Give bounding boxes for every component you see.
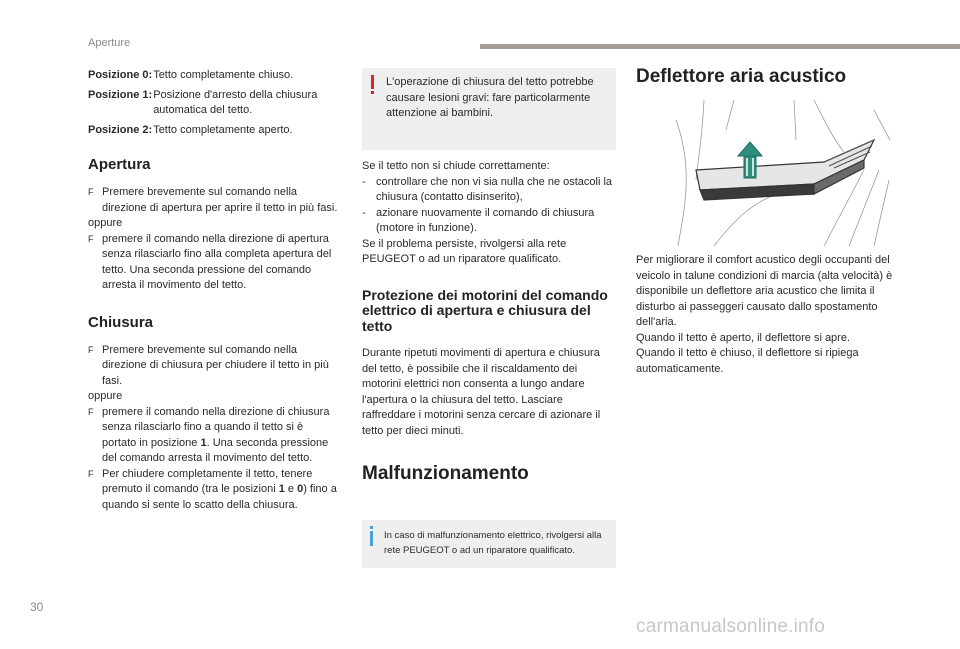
position-item — [88, 123, 340, 139]
list-item — [88, 185, 340, 216]
list-item — [88, 405, 340, 467]
bullet-icon: F — [88, 468, 94, 479]
bullet-icon: F — [88, 344, 94, 355]
apertura-heading: Apertura — [88, 156, 151, 173]
position-number: 1 — [200, 436, 207, 449]
deflettore-paragraph: Per migliorare il comfort acustico degli occupanti del veicolo in talune condizioni di marcia (alta velocità) è disponibile un deflettore aria acustico che limita il disturbo ai passeggeri causato dallo spostamento dell'aria. — [636, 254, 893, 328]
position-value: Tetto completamente chiuso. — [153, 69, 294, 81]
malfunzionamento-heading: Malfunzionamento — [362, 463, 529, 484]
list-item — [88, 467, 340, 514]
warning-icon-dot — [371, 91, 374, 94]
deflector-illustration — [674, 100, 892, 248]
bullet-icon: F — [88, 233, 94, 244]
text-run: Per chiudere completamente il tetto, tenere premuto il comando (tra le posizioni — [102, 467, 313, 495]
dash-marker: - — [362, 175, 366, 188]
column-middle — [362, 159, 614, 485]
position-item — [88, 88, 340, 119]
chiusura-heading: Chiusura — [88, 313, 154, 331]
list-item — [88, 343, 340, 390]
list-item — [362, 206, 614, 237]
list-item — [362, 175, 614, 206]
bullet-icon: F — [88, 406, 94, 417]
deflettore-closed-text: Quando il tetto è chiuso, il deflettore si ripiega automaticamente. — [636, 347, 859, 375]
info-icon — [370, 531, 373, 546]
deflettore-open-text: Quando il tetto è aperto, il deflettore si apre. — [636, 331, 851, 344]
list-item-text: Premere brevemente sul comando nella direzione di chiusura per chiudere il tetto in più fasi. — [102, 343, 329, 387]
section-label: Aperture — [88, 37, 131, 49]
column-left — [88, 68, 340, 513]
position-list — [88, 68, 340, 138]
list-item-text: premere il comando nella direzione di apertura senza rilasciarlo fino alla completa apertura del tetto. Una seconda pressione del comando arresta il movimento del tetto. — [102, 232, 332, 291]
not-close-intro: Se il tetto non si chiude correttamente: — [362, 160, 550, 172]
position-key: Posizione 1: — [88, 88, 153, 101]
deflettore-text — [636, 253, 898, 377]
warning-box — [362, 68, 616, 150]
text-run: e — [284, 483, 298, 495]
protezione-heading: Protezione dei motorini del comando elettrico di apertura e chiusura del tetto — [362, 286, 608, 334]
info-box — [362, 520, 616, 568]
header-bar — [480, 44, 960, 49]
list-item-text — [102, 405, 340, 467]
position-item — [88, 68, 340, 84]
list-item-text — [102, 467, 340, 514]
deflettore-heading: Deflettore aria acustico — [636, 66, 847, 87]
persist-text: Se il problema persiste, rivolgersi alla rete PEUGEOT o ad un riparatore qualificato. — [362, 237, 567, 265]
warning-icon — [370, 75, 376, 94]
warning-icon-bar — [371, 75, 374, 89]
info-icon-dot — [370, 526, 373, 529]
list-item-text: controllare che non vi sia nulla che ne ostacoli la chiusura (contatto disinserito), — [376, 175, 613, 203]
list-item — [88, 232, 340, 294]
text-run: ) fino a quando si sente lo scatto della chiusura. — [102, 483, 337, 511]
oppure-label: oppure — [88, 217, 123, 229]
position-key: Posizione 2: — [88, 123, 153, 136]
page-number: 30 — [30, 600, 44, 614]
watermark: carmanualsonline.info — [636, 616, 826, 637]
dash-marker: - — [362, 206, 366, 219]
text-run: . Una seconda pressione del comando arresta il movimento del tetto. — [102, 436, 329, 464]
bullet-icon: F — [88, 187, 94, 197]
position-number: 0 — [297, 483, 304, 495]
list-item-text: azionare nuovamente il comando di chiusura (motore in funzione). — [376, 206, 595, 234]
info-text: In caso di malfunzionamento elettrico, rivolgersi alla rete PEUGEOT o ad un riparatore qualificato. — [384, 530, 602, 556]
text-run: premere il comando nella direzione di chiusura senza rilasciarlo fino a quando il tetto si è portato in posizione — [102, 405, 330, 449]
position-value: Tetto completamente aperto. — [153, 123, 293, 136]
oppure-label: oppure — [88, 390, 123, 402]
position-number: 1 — [278, 483, 285, 495]
list-item-text: Premere brevemente sul comando nella direzione di apertura per aprire il tetto in più fasi. — [102, 186, 338, 214]
protezione-text: Durante ripetuti movimenti di apertura e chiusura del tetto, è possibile che il riscaldamento dei motorini elettrici non consenta a lungo andare l'apertura o la chiusura del tetto. Lasciare raffreddare i motorini senza cercare di azionare il tetto per dieci minuti. — [362, 347, 601, 437]
position-value: Posizione d'arresto della chiusura automatica del tetto. — [153, 88, 318, 116]
column-right — [636, 66, 898, 88]
position-key: Posizione 0: — [88, 69, 153, 81]
warning-text: L'operazione di chiusura del tetto potrebbe causare lesioni gravi: fare particolarmente attenzione ai bambini. — [386, 76, 594, 119]
